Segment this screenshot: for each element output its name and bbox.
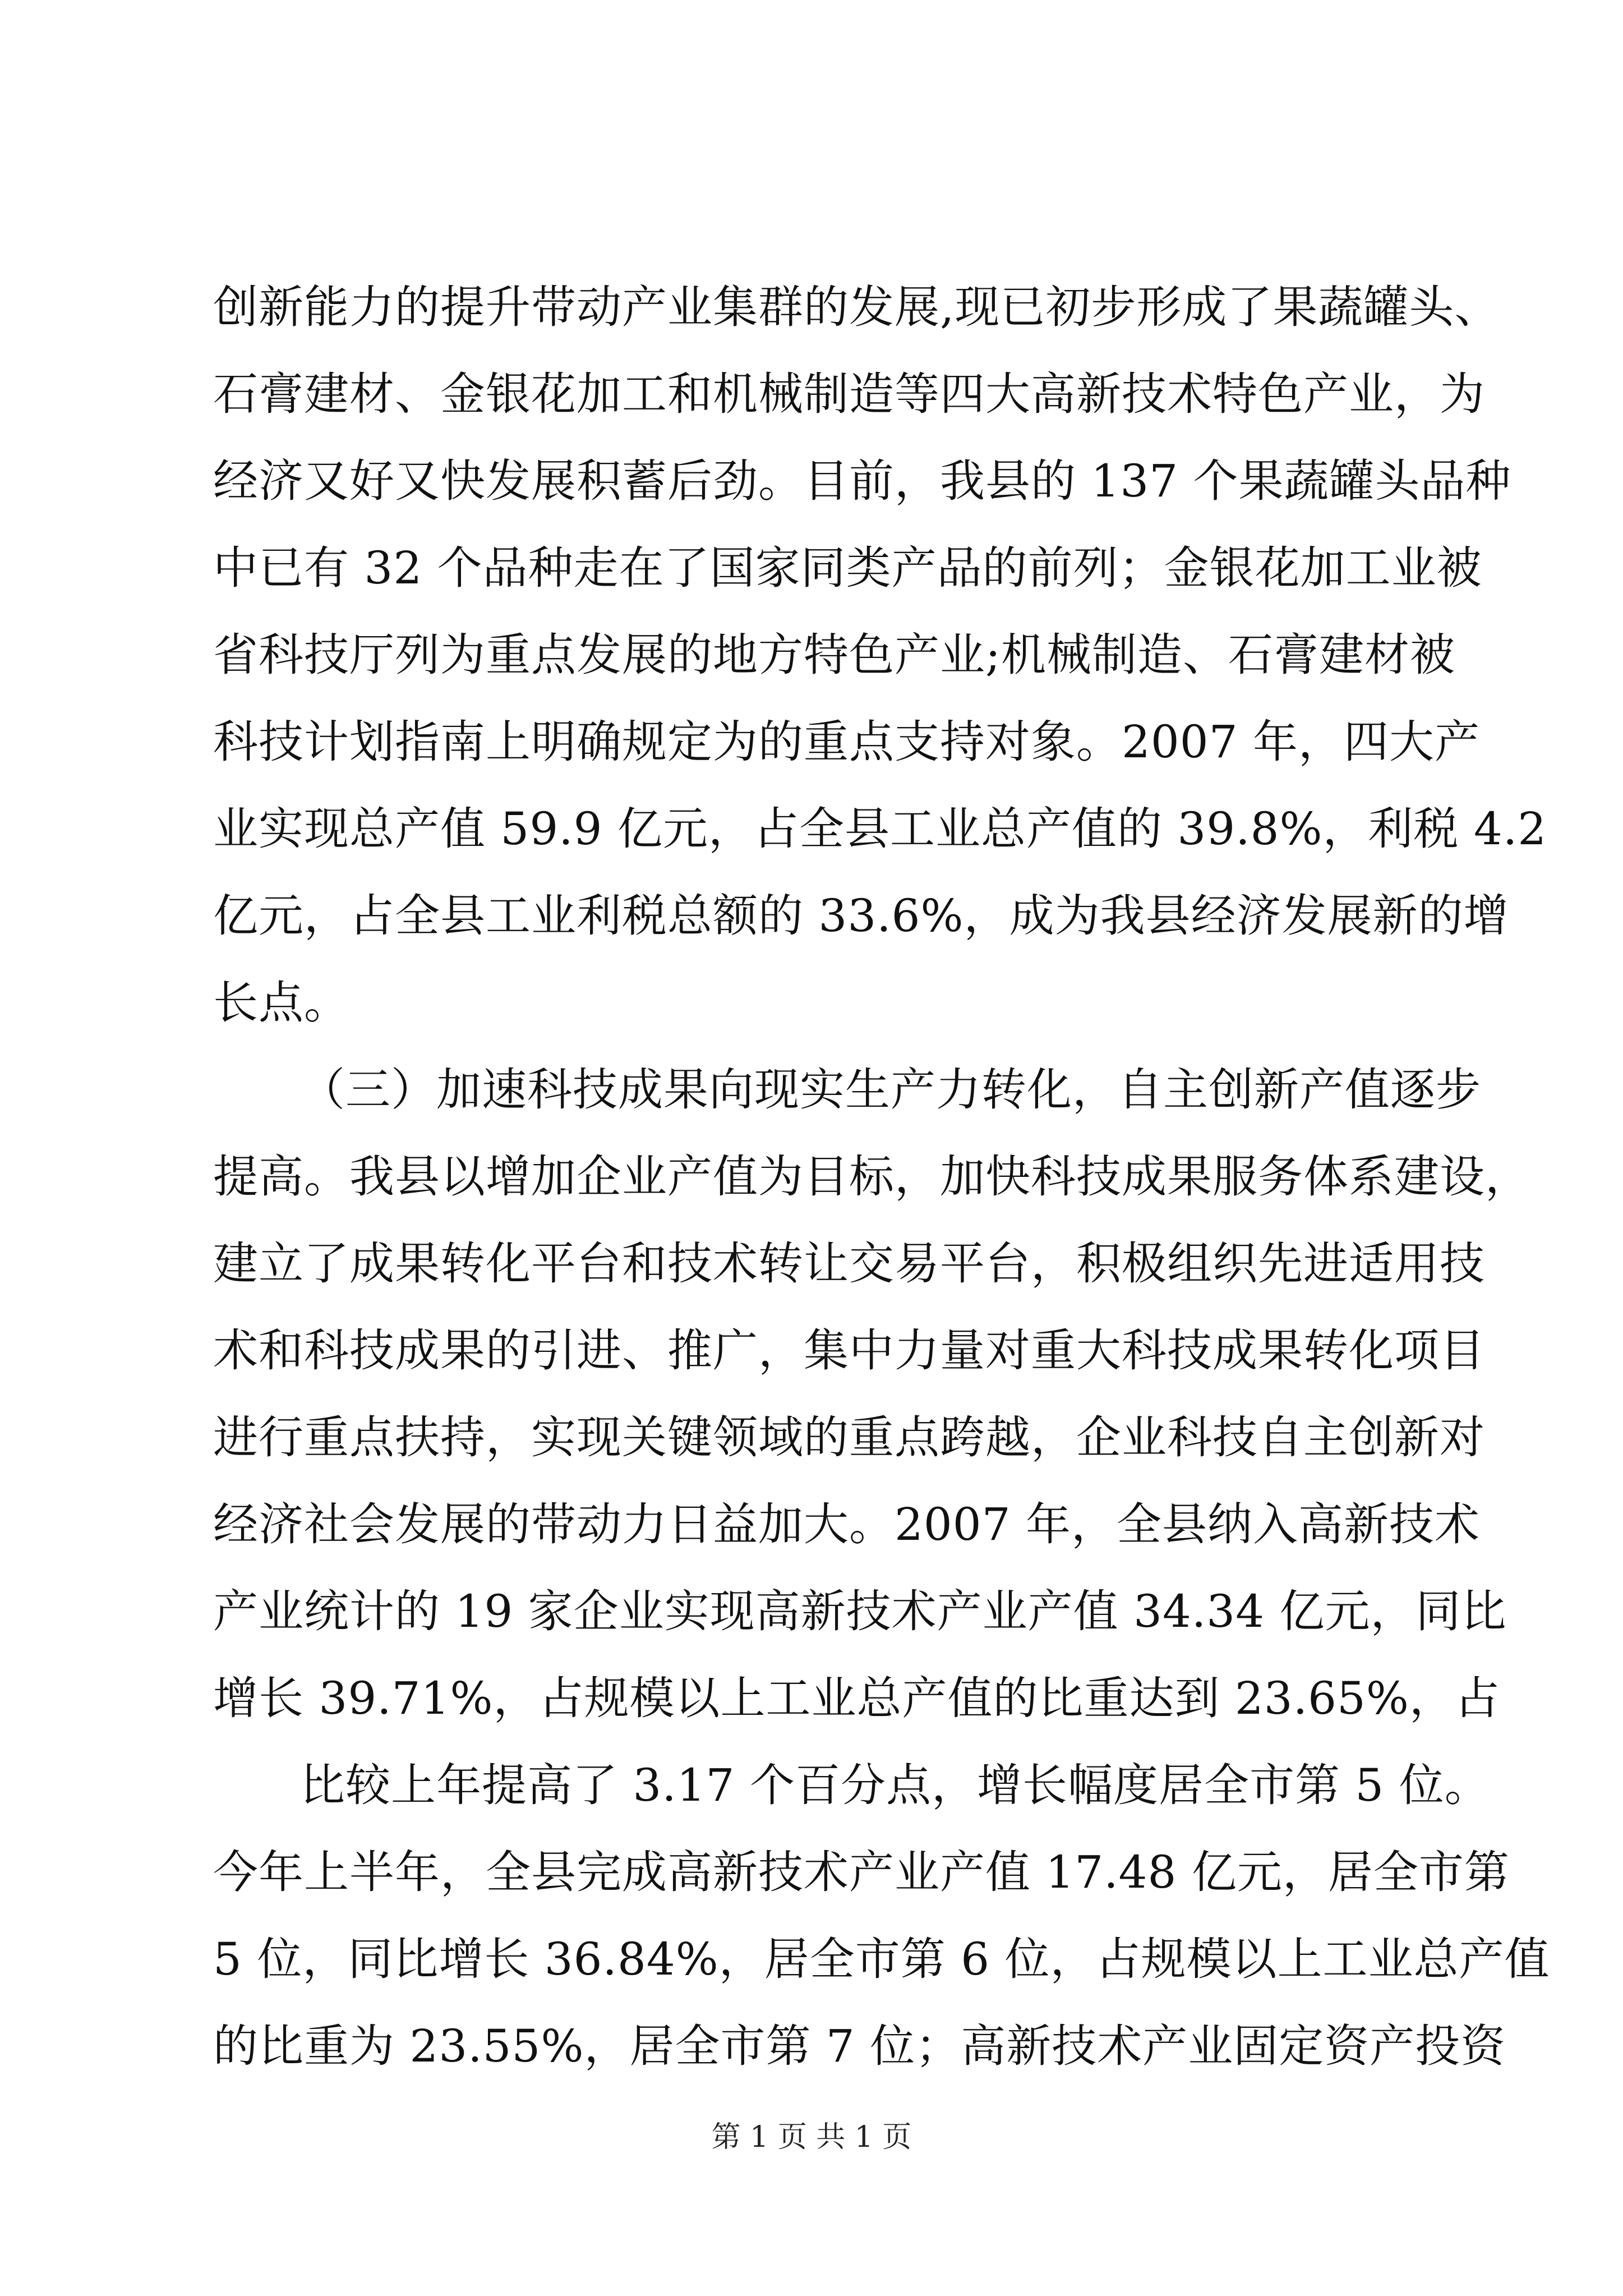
text-line: 提高。我县以增加企业产值为目标，加快科技成果服务体系建设， (213, 1151, 1530, 1203)
text-line: 中已有 32 个品种走在了国家同类产品的前列；金银花加工业被 (213, 542, 1482, 594)
text-line: 省科技厅列为重点发展的地方特色产业;机械制造、石膏建材被 (213, 629, 1455, 681)
text-line: 科技计划指南上明确规定为的重点支持对象。2007 年，四大产 (213, 716, 1481, 768)
paragraph-start-line: 比较上年提高了 3.17 个百分点，增长幅度居全市第 5 位。 (300, 1759, 1490, 1811)
text-line: 增长 39.71%，占规模以上工业总产值的比重达到 23.65%，占 (213, 1672, 1500, 1724)
text-line: 创新能力的提升带动产业集群的发展,现已初步形成了果蔬罐头、 (213, 281, 1500, 333)
text-line: 术和科技成果的引进、推广，集中力量对重大科技成果转化项目 (213, 1324, 1485, 1377)
text-line: 建立了成果转化平台和技术转让交易平台，积极组织先进适用技 (213, 1237, 1485, 1290)
text-line: 产业统计的 19 家企业实现高新技术产业产值 34.34 亿元，同比 (213, 1585, 1507, 1637)
text-line: 今年上半年，全县完成高新技术产业产值 17.48 亿元，居全市第 (213, 1846, 1510, 1898)
text-line: 业实现总产值 59.9 亿元，占全县工业总产值的 39.8%，利税 4.2 (213, 803, 1547, 855)
text-line: 经济社会发展的带动力日益加大。2007 年，全县纳入高新技术 (213, 1498, 1481, 1550)
text-line: 亿元，占全县工业利税总额的 33.6%，成为我县经济发展新的增 (213, 890, 1509, 942)
body-text (213, 264, 1550, 2090)
text-line: 经济又好又快发展积蓄后劲。目前，我县的 137 个果蔬罐头品种 (213, 455, 1511, 507)
text-line: 5 位，同比增长 36.84%，居全市第 6 位，占规模以上工业总产值 (213, 1933, 1550, 1985)
text-line: 石膏建材、金银花加工和机械制造等四大高新技术特色产业，为 (213, 368, 1485, 420)
text-line: 的比重为 23.55%，居全市第 7 位；高新技术产业固定资产投资 (213, 2020, 1506, 2072)
text-line: 长点。 (213, 977, 349, 1029)
section-heading-line: （三）加速科技成果向现实生产力转化，自主创新产值逐步 (300, 1064, 1481, 1116)
page-number-footer: 第 1 页 共 1 页 (711, 2120, 912, 2154)
text-line: 进行重点扶持，实现关键领域的重点跨越，企业科技自主创新对 (213, 1411, 1485, 1464)
